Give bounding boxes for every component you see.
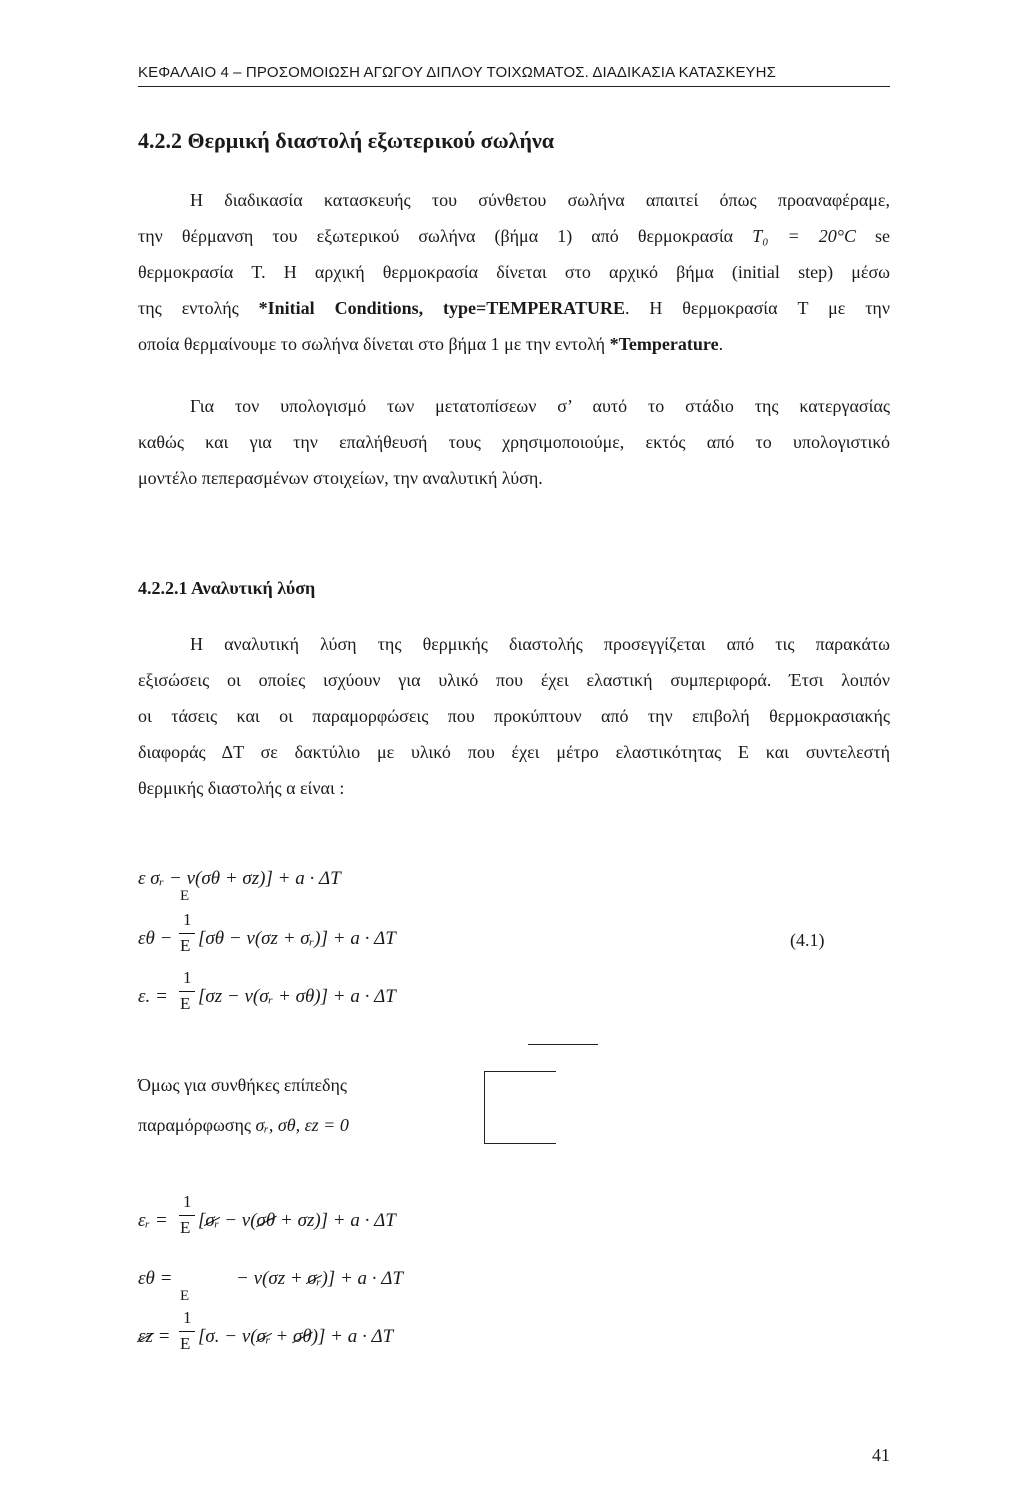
- equation2-1-denominator: E: [180, 1218, 191, 1237]
- equation-2-fraction-bar: [179, 933, 195, 934]
- eq2-3-struck-epsilon-z: εz: [138, 1326, 153, 1347]
- running-header: ΚΕΦΑΛΑΙΟ 4 – ΠΡΟΣΟΜΟΙΩΣΗ ΑΓΩΓΟΥ ΔΙΠΛΟΥ ΤΟΙΧΩΜΑΤΟΣ. ΔΙΑΔΙΚΑΣΙΑ ΚΑΤΑΣΚΕΥΗΣ: [138, 64, 776, 81]
- plane-strain-math: σᵣ, σθ, εz = 0: [255, 1115, 349, 1135]
- equation-number: (4.1): [790, 930, 825, 950]
- equation2-3-numerator: 1: [183, 1308, 192, 1327]
- equation2-1-rhs: [198, 1210, 396, 1232]
- equation-1: ε σᵣ − ν(σθ + σz)] + a · ΔT: [138, 868, 341, 889]
- equation2-1-lhs: εᵣ =: [138, 1210, 168, 1231]
- plane-strain-line-2: [138, 1115, 349, 1136]
- para1-line-4: [138, 290, 890, 326]
- para1-line-5-text: οποία θερμαίνουμε το σωλήνα δίνεται στο βήμα 1 με την εντολή: [138, 334, 606, 354]
- equation2-3-rhs: [198, 1326, 393, 1348]
- equation-3-denominator: E: [180, 994, 191, 1013]
- sub-line-2: εξισώσεις οι οποίες ισχύουν για υλικό που έχει ελαστική συμπεριφορά. Έτσι λοιπόν: [138, 670, 890, 690]
- equation-3-lhs: ε. =: [138, 986, 168, 1007]
- eq2-1-nu: − ν(: [219, 1210, 257, 1231]
- box-upper-rule: [484, 1071, 556, 1072]
- eq2-1-open-bracket: [: [198, 1210, 206, 1231]
- equation2-1-fraction-bar: [179, 1215, 195, 1216]
- temp-initial-math: T₀ = 20°C: [752, 226, 856, 246]
- equation2-2-denominator: E: [180, 1288, 190, 1304]
- equation-2-numerator: 1: [183, 910, 192, 929]
- page-number: 41: [872, 1445, 890, 1465]
- eq2-3-head: [σ. − ν(: [198, 1326, 257, 1347]
- subsection-paragraph: [138, 626, 890, 806]
- para2-line-1: Για τον υπολογισμό των μετατοπίσεων σ’ αυτό το στάδιο της κατεργασίας: [190, 396, 890, 416]
- subsection-title: 4.2.2.1 Αναλυτική λύση: [138, 578, 316, 598]
- equation-3-fraction-bar: [179, 991, 195, 992]
- sub-line-1: Η αναλυτική λύση της θερμικής διαστολής προσεγγίζεται από τις παρακάτω: [190, 634, 890, 654]
- eq2-2-tail: )] + a · ΔT: [321, 1268, 403, 1289]
- para1-line-5-tail: .: [718, 334, 724, 354]
- para1-line-2-text: την θέρμανση του εξωτερικού σωλήνα (βήμα 1) από θερμοκρασία: [138, 226, 734, 246]
- header-rule: [138, 86, 890, 87]
- eq2-3-equals: =: [152, 1326, 171, 1347]
- sub-line-3: οι τάσεις και οι παραμορφώσεις που προκύπτουν από την επιβολή θερμοκρασιακής: [138, 706, 890, 726]
- eq2-3-plus: +: [270, 1326, 293, 1347]
- sub-line-5: θερμικής διαστολής α είναι :: [138, 778, 345, 798]
- temperature-command: *Temperature: [609, 334, 719, 354]
- equation2-1-numerator: 1: [183, 1192, 192, 1211]
- initial-conditions-command: *Initial Conditions, type=TEMPERATURE: [258, 298, 625, 318]
- equation-3-rhs: [σz − ν(σᵣ + σθ)] + a · ΔT: [198, 986, 396, 1007]
- eq2-1-tail: + σz)] + a · ΔT: [275, 1210, 396, 1231]
- eq2-1-struck-sigma-theta: σθ: [256, 1210, 276, 1231]
- para1-line-4-tail: . Η θερμοκρασία T με την: [624, 298, 890, 318]
- equation2-3-fraction-bar: [179, 1331, 195, 1332]
- para2-line-2: καθώς και για την επαλήθευσή τους χρησιμοποιούμε, εκτός από το υπολογιστικό: [138, 432, 890, 452]
- plane-strain-line-1: Όμως για συνθήκες επίπεδης: [138, 1075, 348, 1095]
- box-left-side: [484, 1071, 485, 1143]
- para1-line-2: [138, 218, 890, 254]
- eq2-3-tail: )] + a · ΔT: [311, 1326, 394, 1347]
- sub-line-4: διαφοράς ΔT σε δακτύλιο με υλικό που έχει μέτρο ελαστικότητας Ε και συντελεστή: [138, 742, 890, 762]
- para1-line-4-text: της εντολής: [138, 298, 239, 318]
- equation2-2-lhs: εθ =: [138, 1268, 173, 1289]
- para1-line-2-tail: se: [875, 226, 891, 246]
- eq2-2-nu: − ν(σz +: [236, 1268, 308, 1289]
- eq2-3-struck-sigma-theta: σθ: [292, 1326, 312, 1347]
- section-paragraph-2: [138, 388, 890, 496]
- equation2-2-rhs: [236, 1268, 403, 1290]
- plane-strain-text: παραμόρφωσης: [138, 1115, 252, 1135]
- equation-2-rhs: [σθ − ν(σz + σᵣ)] + a · ΔT: [198, 928, 396, 949]
- eq2-1-struck-sigma-r: σᵣ: [205, 1210, 220, 1231]
- section-title: 4.2.2 Θερμική διαστολή εξωτερικού σωλήνα: [138, 128, 555, 153]
- para1-line-5: [138, 326, 890, 362]
- para1-line-3: θερμοκρασία T. Η αρχική θερμοκρασία δίνεται στο αρχικό βήμα (initial step) μέσω: [138, 262, 890, 282]
- box-top-rule: [528, 1044, 598, 1045]
- para2-line-3: μοντέλο πεπερασμένων στοιχείων, την αναλυτική λύση.: [138, 468, 543, 488]
- eq2-2-struck-sigma-r: σᵣ: [307, 1268, 322, 1289]
- equation-3-numerator: 1: [183, 968, 192, 987]
- eq2-3-struck-sigma-r: σᵣ: [256, 1326, 271, 1347]
- equation-2-lhs: εθ −: [138, 928, 173, 949]
- equation2-3-lhs: [138, 1326, 170, 1348]
- equation-1-denominator: E: [180, 888, 190, 904]
- equation-2-denominator: E: [180, 936, 191, 955]
- box-bottom-rule: [484, 1143, 556, 1144]
- equation2-3-denominator: E: [180, 1334, 191, 1353]
- para1-line-1: Η διαδικασία κατασκευής του σύνθετου σωλήνα απαιτεί όπως προαναφέραμε,: [190, 190, 890, 210]
- section-paragraph-1: [138, 182, 890, 362]
